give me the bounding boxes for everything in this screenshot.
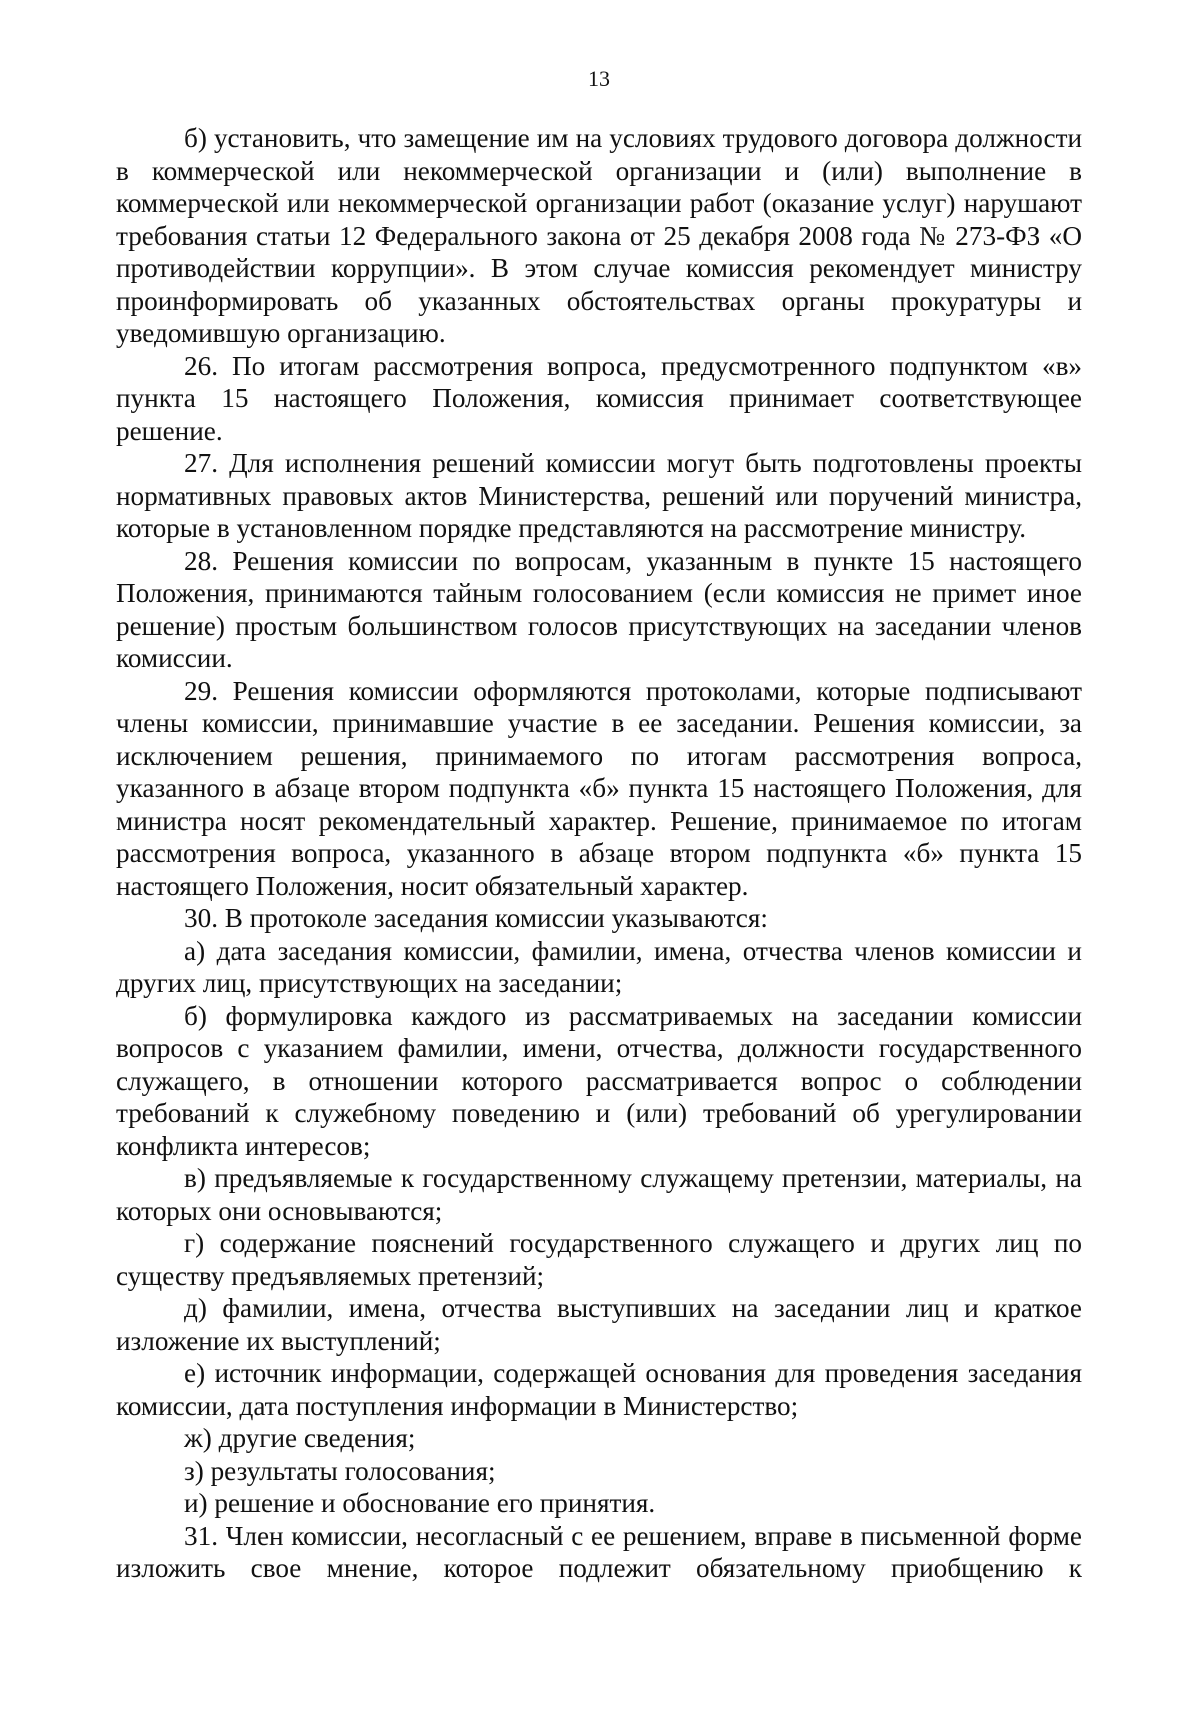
- paragraph-b-establish: б) установить, что замещение им на условиях трудового договора должности в коммерческой или некоммерческой организации и (или) выполнение в коммерческой или некоммерческой организации работ (оказание услуг) нарушают требования статьи 12 Федерального закона от 25 декабря 2008 года № 273-ФЗ «О противодействии коррупции». В этом случае комиссия рекомендует министру проинформировать об указанных обстоятельствах органы прокуратуры и уведомившую организацию.: [116, 123, 1082, 348]
- paragraph-27: 27. Для исполнения решений комиссии могут быть подготовлены проекты нормативных правовых актов Министерства, решений или поручений министра, которые в установленном порядке представляются на рассмотрение министру.: [116, 448, 1082, 543]
- paragraph-26: 26. По итогам рассмотрения вопроса, предусмотренного подпунктом «в» пункта 15 настоящего Положения, комиссия принимает соответствующее решение.: [116, 350, 1082, 446]
- paragraph-29: 29. Решения комиссии оформляются протоколами, которые подписывают члены комиссии, принимавшие участие в ее заседании. Решения комиссии, за исключением решения, принимаемого по итогам рассмотрения вопроса, указанного в абзаце втором подпункта «б» пункта 15 настоящего Положения, для министра носят рекомендательный характер. Решение, принимаемое по итогам рассмотрения вопроса, указанного в абзаце втором подпункта «б» пункта 15 настоящего Положения, носит обязательный характер.: [116, 675, 1082, 901]
- paragraph-30-z: з) результаты голосования;: [184, 1455, 496, 1486]
- paragraph-31: 31. Член комиссии, несогласный с ее решением, вправе в письменной форме изложить свое мнение, которое подлежит обязательному приобщению к: [116, 1520, 1082, 1583]
- paragraph-30: 30. В протоколе заседания комиссии указываются:: [184, 903, 768, 933]
- paragraph-30-i: и) решение и обоснование его принятия.: [184, 1488, 656, 1518]
- paragraph-28: 28. Решения комиссии по вопросам, указанным в пункте 15 настоящего Положения, принимаются тайным голосованием (если комиссия не примет иное решение) простым большинством голосов присутствующих на заседании членов комиссии.: [116, 545, 1082, 673]
- paragraph-30-g: г) содержание пояснений государственного служащего и других лиц по существу предъявляемых претензий;: [116, 1228, 1082, 1291]
- page-number: 13: [588, 66, 610, 91]
- paragraph-30-v: в) предъявляемые к государственному служащему претензии, материалы, на которых они основываются;: [116, 1163, 1082, 1226]
- document-page: [116, 66, 1082, 1585]
- paragraph-30-a: а) дата заседания комиссии, фамилии, имена, отчества членов комиссии и других лиц, присутствующих на заседании;: [116, 935, 1082, 998]
- paragraph-30-b: б) формулировка каждого из рассматриваемых на заседании комиссии вопросов с указанием фамилии, имени, отчества, должности государственного служащего, в отношении которого рассматривается вопрос о соблюдении требований к служебному поведению и (или) требований об урегулировании конфликта интересов;: [116, 1000, 1082, 1161]
- paragraph-30-e: е) источник информации, содержащей основания для проведения заседания комиссии, дата поступления информации в Министерство;: [116, 1358, 1082, 1421]
- paragraph-30-d: д) фамилии, имена, отчества выступивших на заседании лиц и краткое изложение их выступлений;: [116, 1293, 1082, 1356]
- paragraph-30-zh: ж) другие сведения;: [184, 1423, 416, 1453]
